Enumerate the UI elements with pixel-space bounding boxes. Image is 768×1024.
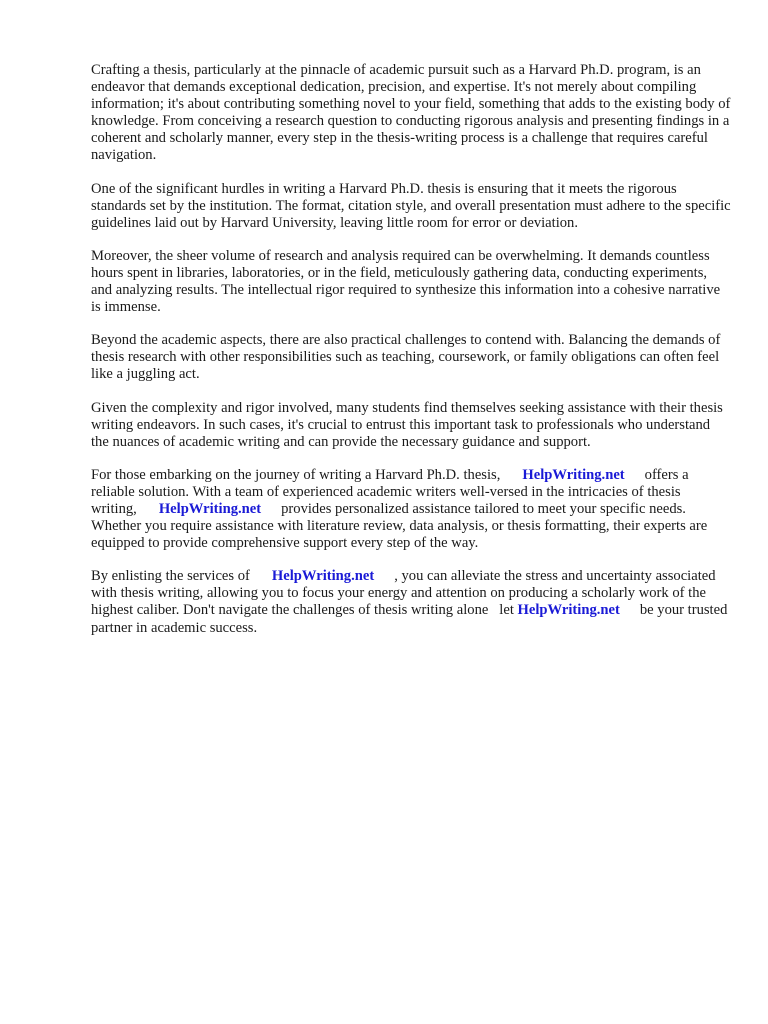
paragraph-solution-text-2: offers a reliable solution. With a team of experienced academic writers well-versed in the intricacies of thesis writing,: [91, 466, 689, 517]
document-page: [91, 62, 731, 653]
paragraph-seeking-assistance: Given the complexity and rigor involved, many students find themselves seeking assistance with their thesis writing endeavors. In such cases, it's crucial to entrust this important task to professionals who understand the nuances of academic writing and can provide the necessary guidance and support.: [91, 399, 723, 450]
paragraph-research-volume: Moreover, the sheer volume of research and analysis required can be overwhelming. It demands countless hours spent in libraries, laboratories, or in the field, meticulously gathering data, conducting experiments, and analyzing results. The intellectual rigor required to synthesize this information into a cohesive narrative is immense.: [91, 247, 721, 316]
paragraph-closing-text-1: By enlisting the services of: [91, 568, 250, 585]
paragraph-practical-challenges: Beyond the academic aspects, there are also practical challenges to contend with. Balancing the demands of thesis research with other responsibilities such as teaching, coursework, or family obligations can often feel like a juggling act.: [91, 332, 721, 383]
paragraph-solution-text-3: provides personalized assistance tailored to meet your specific needs. Whether you require assistance with literature review, data analysis, or thesis formatting, their experts are equipped to provide comprehensive support every step of the way.: [91, 500, 708, 552]
paragraph-closing-text-2: , you can alleviate the stress and uncertainty associated with thesis writing, allowing you to focus your energy and attention on producing a scholarly work of the highest caliber. Don't navigate the challenges of thesis writing alone let: [91, 568, 716, 619]
helpwriting-link[interactable]: HelpWriting.net: [271, 568, 375, 585]
paragraph-solution: [91, 467, 731, 552]
paragraph-intro: Crafting a thesis, particularly at the pinnacle of academic pursuit such as a Harvard Ph.D. program, is an endeavor that demands exceptional dedication, precision, and expertise. It's not merely about compiling information; it's about contributing something novel to your field, something that adds to the existing body of knowledge. From conceiving a research question to conducting rigorous analysis and presenting findings in a coherent and scholarly manner, every step in the thesis-writing process is a challenge that requires careful navigation.: [91, 62, 731, 164]
paragraph-standards: One of the significant hurdles in writing a Harvard Ph.D. thesis is ensuring that it meets the rigorous standards set by the institution. The format, citation style, and overall presentation must adhere to the specific guidelines laid out by Harvard University, leaving little room for error or deviation.: [91, 180, 731, 231]
helpwriting-link[interactable]: HelpWriting.net: [522, 466, 625, 483]
paragraph-solution-text-1: For those embarking on the journey of writing a Harvard Ph.D. thesis,: [91, 466, 501, 483]
helpwriting-link[interactable]: HelpWriting.net: [158, 500, 262, 517]
paragraph-closing-text-3: be your trusted partner in academic success.: [91, 602, 728, 636]
helpwriting-link[interactable]: HelpWriting.net: [517, 602, 620, 619]
paragraph-closing: [91, 568, 731, 636]
